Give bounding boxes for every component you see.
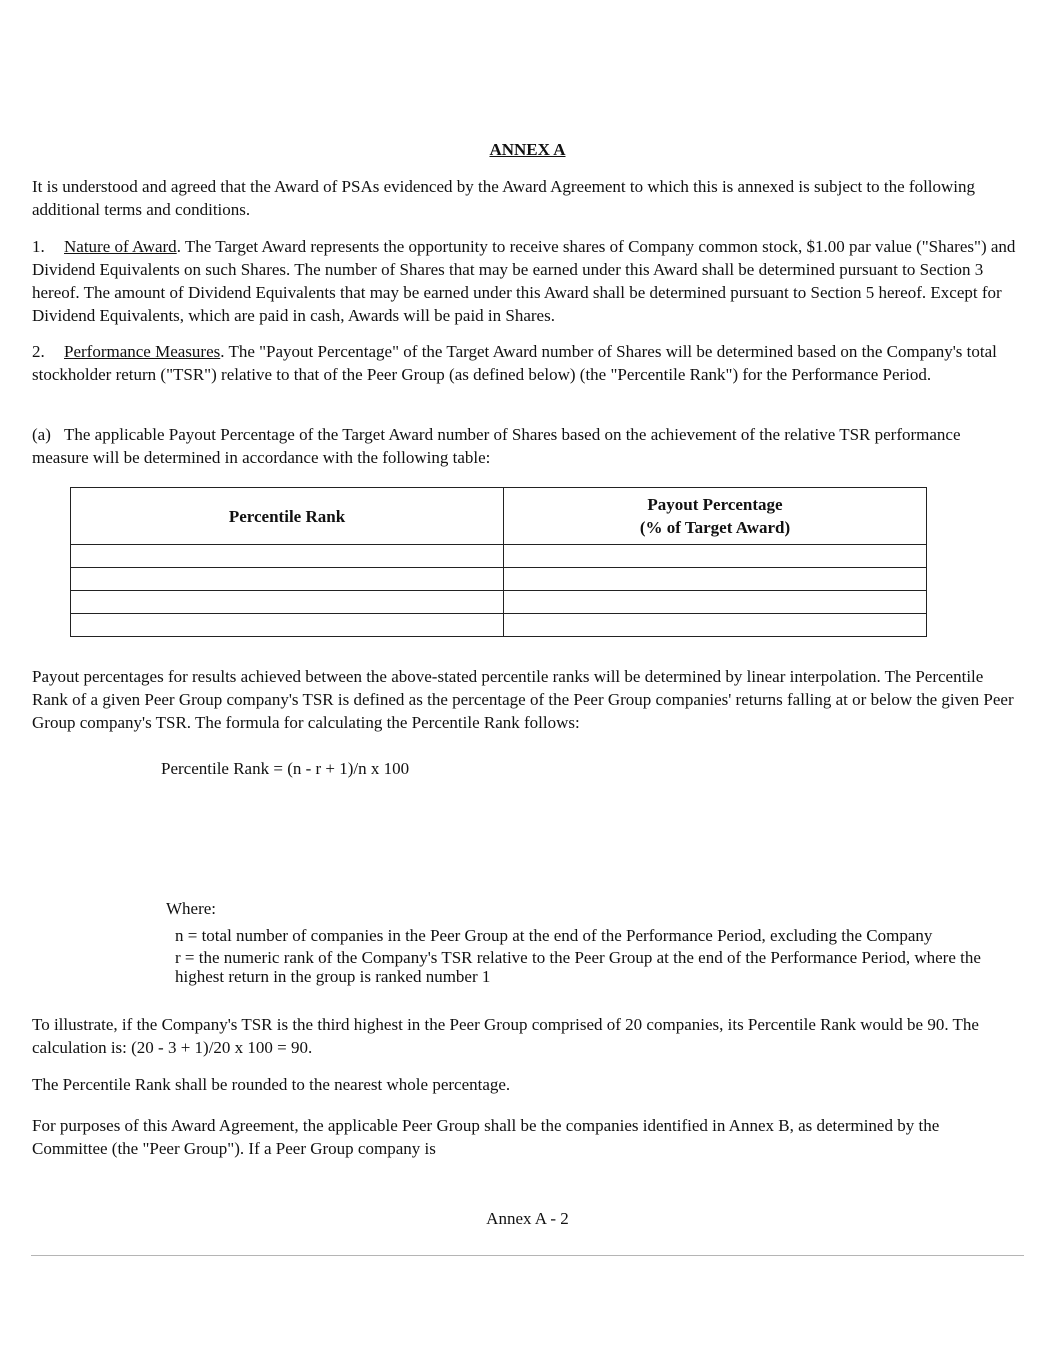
section-1-number: 1.: [32, 237, 45, 256]
percentile-formula: Percentile Rank = (n - r + 1)/n x 100: [161, 759, 410, 778]
page-divider: [31, 1255, 1024, 1256]
definition-r: r = the numeric rank of the Company's TSR relative to the Peer Group at the end of the Performance Period, where the highest return in the group is ranked number 1: [175, 948, 981, 986]
table-row: [71, 545, 927, 568]
peer-group-paragraph: For purposes of this Award Agreement, the applicable Peer Group shall be the companies identified in Annex B, as determined by the Committee (the "Peer Group"). If a Peer Group company is: [32, 1116, 940, 1158]
table-cell: [71, 568, 504, 591]
section-2-paragraph: [32, 340, 1017, 386]
section-2-number: 2.: [32, 342, 45, 361]
table-cell: [504, 568, 927, 591]
table-cell: [71, 614, 504, 637]
table-header-row: [71, 488, 927, 545]
section-1-heading: Nature of Award: [64, 237, 177, 256]
header-payout-line1: Payout Percentage: [647, 495, 783, 514]
section-1-text: . The Target Award represents the opportunity to receive shares of Company common stock, $1.00 par value ("Shares") and Dividend Equivalents on such Shares. The number of Shares that may be earned under this Award shall be determined pursuant to Section 3 hereof. The amount of Dividend Equivalents that may be earned under this Award shall be determined pursuant to Section 5 hereof. Except for Dividend Equivalents, which are paid in cash, Awards will be paid in Shares.: [32, 237, 1016, 325]
subsection-a-text: The applicable Payout Percentage of the Target Award number of Shares based on the achievement of the relative TSR performance measure will be determined in accordance with the following table:: [32, 425, 961, 467]
subsection-a-paragraph: [32, 423, 1017, 469]
payout-table: [70, 487, 927, 637]
section-1-paragraph: [32, 235, 1017, 327]
table-cell: [504, 591, 927, 614]
definition-n: n = total number of companies in the Peer Group at the end of the Performance Period, excluding the Company: [175, 926, 933, 945]
table-row: [71, 591, 927, 614]
subsection-a-label: (a): [32, 425, 51, 444]
rounding-paragraph: The Percentile Rank shall be rounded to the nearest whole percentage.: [32, 1075, 511, 1094]
page-footer: Annex A - 2: [486, 1209, 569, 1228]
header-payout-line2: (% of Target Award): [639, 518, 791, 537]
section-2-text: . The "Payout Percentage" of the Target Award number of Shares will be determined based on the Company's total stockholder return ("TSR") relative to that of the Peer Group (as defined below) (the "Percentile Rank") for the Performance Period.: [32, 342, 997, 384]
variable-definitions: [175, 924, 1025, 986]
table-cell: [71, 591, 504, 614]
table-row: [71, 614, 927, 637]
header-payout-percentage: [504, 488, 927, 545]
where-label: Where:: [166, 899, 217, 918]
interpolation-paragraph: Payout percentages for results achieved between the above-stated percentile ranks will be determined by linear interpolation. The Percentile Rank of a given Peer Group company's TSR is defined as the percentage of the Peer Group companies' returns falling at or below the given Peer Group company's TSR. The formula for calculating the Percentile Rank follows:: [32, 667, 1014, 732]
section-2-heading: Performance Measures: [64, 342, 221, 361]
intro-paragraph: It is understood and agreed that the Award of PSAs evidenced by the Award Agreement to which this is annexed is subject to the following additional terms and conditions.: [32, 177, 976, 219]
table-row: [71, 568, 927, 591]
table-cell: [504, 545, 927, 568]
table-cell: [71, 545, 504, 568]
annex-title: ANNEX A: [489, 140, 566, 159]
illustration-paragraph: To illustrate, if the Company's TSR is the third highest in the Peer Group comprised of 20 companies, its Percentile Rank would be 90. The calculation is: (20 - 3 + 1)/20 x 100 = 90.: [32, 1015, 979, 1057]
table-cell: [504, 614, 927, 637]
header-percentile-rank: Percentile Rank: [71, 488, 504, 545]
